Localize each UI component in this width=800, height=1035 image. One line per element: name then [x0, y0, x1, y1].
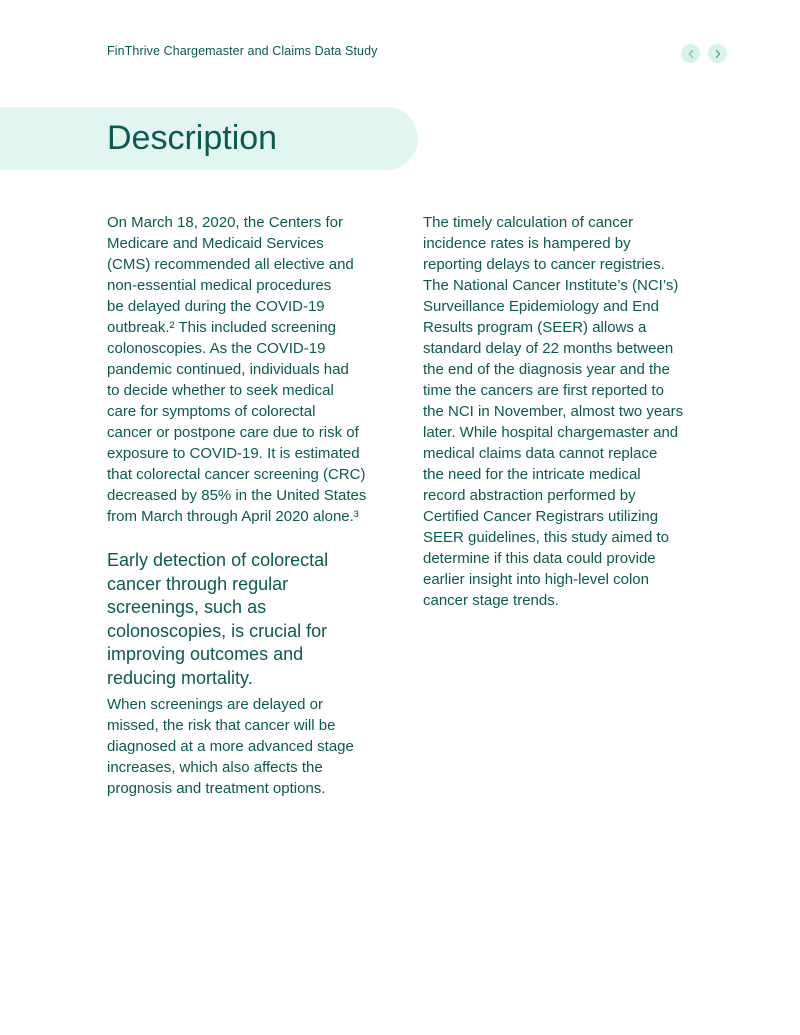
chevron-left-icon — [687, 49, 695, 59]
next-page-button[interactable] — [708, 44, 727, 63]
chevron-right-icon — [714, 49, 722, 59]
right-column — [423, 212, 703, 611]
page-title: Description — [107, 119, 278, 157]
left-column — [107, 212, 382, 799]
intro-paragraph: On March 18, 2020, the Centers for Medicare and Medicaid Services (CMS) recommended all elective and non-essential medical procedures be delayed during the COVID-19 outbreak.² This included screening colonoscopies. As the COVID-19 pandemic continued, individuals had to decide whether to seek medical care for symptoms of colorectal cancer or postpone care due to risk of exposure to COVID-19. It is estimated that colorectal cancer screening (CRC) decreased by 85% in the United States from March through April 2020 alone.³ — [107, 214, 367, 525]
pull-quote: Early detection of colorectal cancer through regular screenings, such as colonoscopies, is crucial for improving outcomes and reducing mortality. — [107, 550, 329, 688]
study-title: FinThrive Chargemaster and Claims Data Study — [107, 44, 378, 58]
screening-paragraph: When screenings are delayed or missed, the risk that cancer will be diagnosed at a more advanced stage increases, which also affects the prognosis and treatment options. — [107, 696, 354, 797]
previous-page-button[interactable] — [681, 44, 700, 63]
registry-delay-paragraph: The timely calculation of cancer incidence rates is hampered by reporting delays to cancer registries. The National Cancer Institute’s (NCI’s) Surveillance Epidemiology and End Results program (SEER) allows a standard delay of 22 months between the end of the diagnosis year and the time the cancers are first reported to the NCI in November, almost two years later. While hospital chargemaster and medical claims data cannot replace the need for the intricate medical record abstraction performed by Certified Cancer Registrars utilizing SEER guidelines, this study aimed to determine if this data could provide earlier insight into high-level colon cancer stage trends. — [423, 214, 684, 609]
